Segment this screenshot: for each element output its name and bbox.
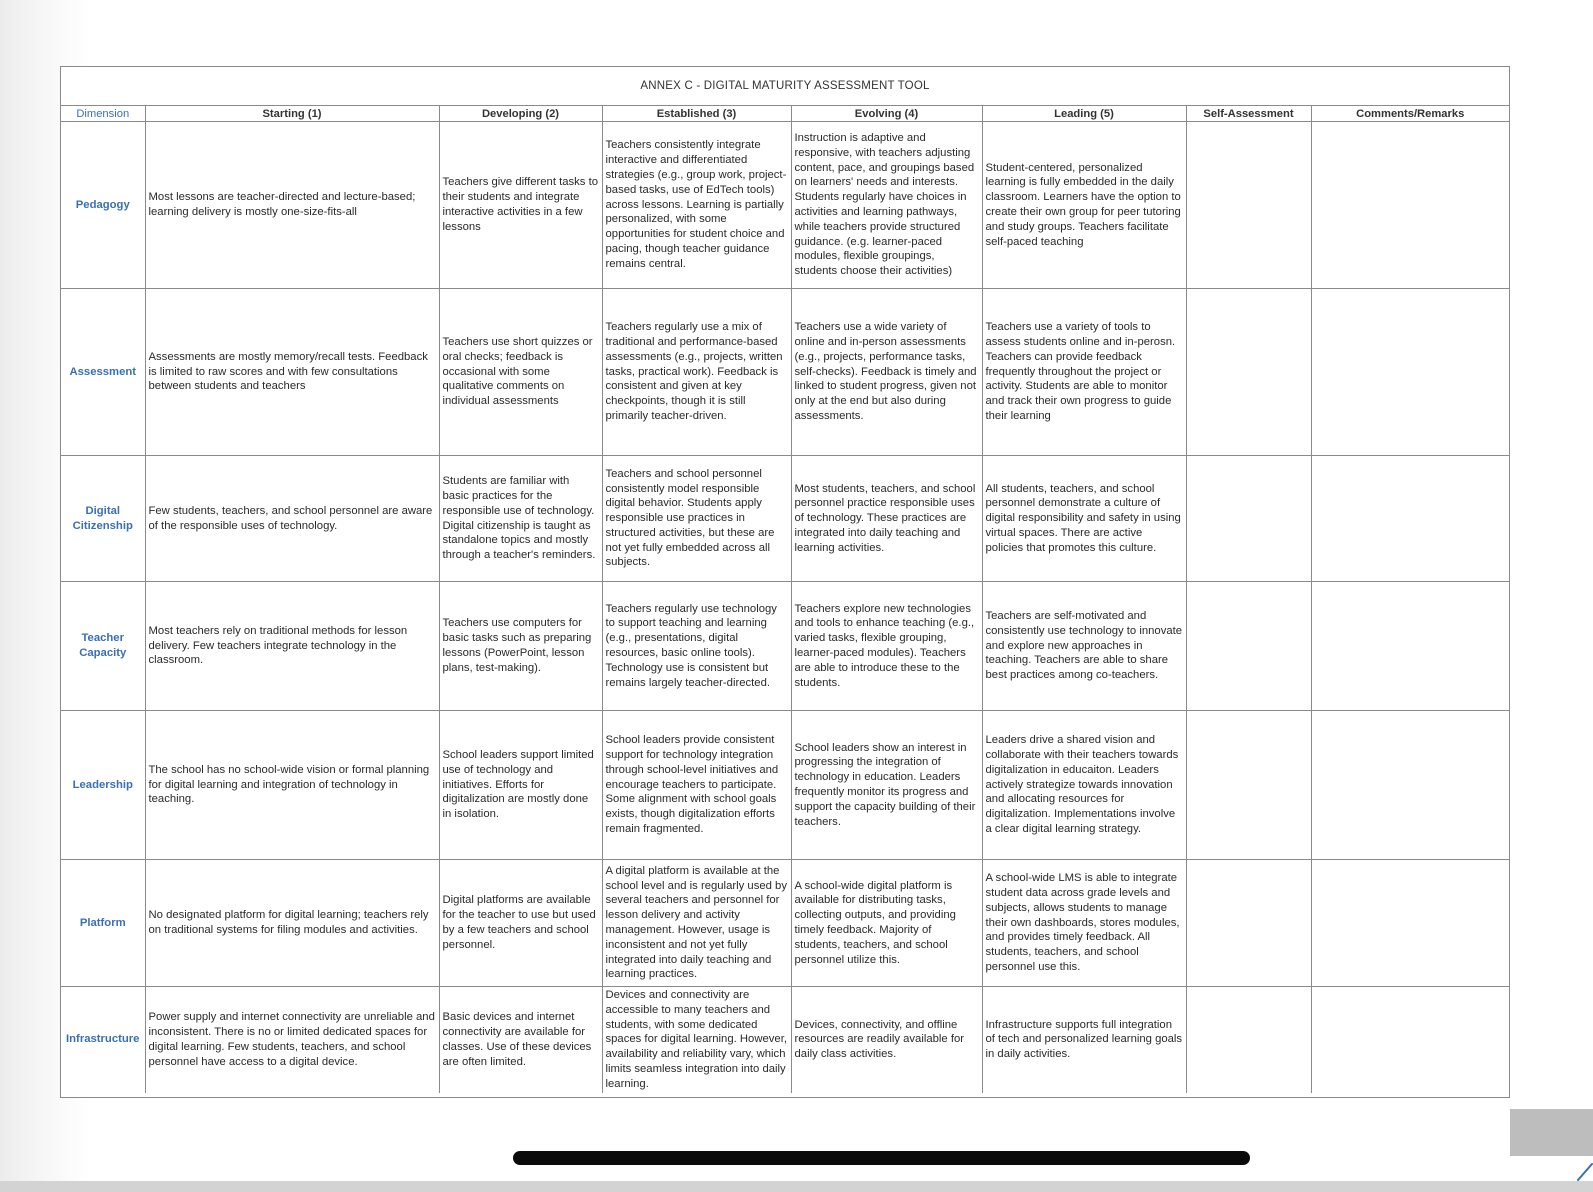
starting-cell: The school has no school-wide vision or formal planning for digital learning and integration of technology in teaching. [145,711,439,860]
comments-cell [1311,122,1509,289]
self-assessment-cell [1186,122,1311,289]
evolving-cell: Teachers explore new technologies and tools to enhance teaching (e.g., varied tasks, flexible grouping, learner-paced modules). Teachers are able to introduce these to the students. [791,582,982,711]
dimension-cell: Teacher Capacity [61,582,145,711]
established-cell: Teachers regularly use technology to support teaching and learning (e.g., presentations, digital resources, basic online tools). Technology use is consistent but remains largely teacher-directed. [602,582,791,711]
dimension-cell: Infrastructure [61,987,145,1093]
developing-cell: Teachers use computers for basic tasks such as preparing lessons (PowerPoint, lesson plans, test-making). [439,582,602,711]
established-cell: Teachers regularly use a mix of traditional and performance-based assessments (e.g., projects, written tasks, practical work). Feedback is consistent and given at key checkpoints, though it is still primarily teacher-driven. [602,289,791,456]
starting-cell: Most teachers rely on traditional methods for lesson delivery. Few teachers integrate technology in the classroom. [145,582,439,711]
established-cell: School leaders provide consistent support for technology integration through school-level initiatives and encourage teachers to participate. Some alignment with school goals exists, though digitalization efforts remain fragmented. [602,711,791,860]
table-row-teacher-capacity [61,582,1509,711]
table-row-leadership [61,711,1509,860]
assessment-table [61,106,1509,1093]
table-row-infrastructure [61,987,1509,1093]
established-cell: A digital platform is available at the school level and is regularly used by several teachers and personnel for lesson delivery and activity management. However, usage is inconsistent and not yet fully integrated into daily teaching and learning practices. [602,860,791,987]
column-header-starting: Starting (1) [145,106,439,122]
starting-cell: Few students, teachers, and school personnel are aware of the responsible uses of technology. [145,456,439,582]
self-assessment-cell [1186,456,1311,582]
evolving-cell: Teachers use a wide variety of online and in-person assessments (e.g., projects, performance tasks, self-checks). Feedback is timely and linked to student progress, given not only at the end but also during assessments. [791,289,982,456]
leading-cell: Leaders drive a shared vision and collaborate with their teachers towards digitalization in educaiton. Leaders actively strategize towards innovation and allocating resources for digitalization. Implementations involve a clear digital learning strategy. [982,711,1186,860]
developing-cell: Teachers use short quizzes or oral checks; feedback is occasional with some qualitative comments on individual assessments [439,289,602,456]
column-header-developing: Developing (2) [439,106,602,122]
comments-cell [1311,582,1509,711]
assessment-document [60,66,1510,1098]
developing-cell: Teachers give different tasks to their students and integrate interactive activities in a few lessons [439,122,602,289]
leading-cell: A school-wide LMS is able to integrate student data across grade levels and subjects, allows students to manage their own dashboards, stores modules, and provides timely feedback. All students, teachers, and school personnel use this. [982,860,1186,987]
table-row-platform [61,860,1509,987]
starting-cell: Assessments are mostly memory/recall tests. Feedback is limited to raw scores and with few consultations between students and teachers [145,289,439,456]
bottom-strip [0,1181,1593,1192]
dimension-cell: Assessment [61,289,145,456]
self-assessment-cell [1186,711,1311,860]
leading-cell: All students, teachers, and school personnel demonstrate a culture of digital responsibility and safety in using virtual spaces. There are active policies that promotes this culture. [982,456,1186,582]
developing-cell: Basic devices and internet connectivity are available for classes. Use of these devices are often limited. [439,987,602,1093]
self-assessment-cell [1186,987,1311,1093]
self-assessment-cell [1186,582,1311,711]
comments-cell [1311,456,1509,582]
column-header-comments: Comments/Remarks [1311,106,1509,122]
evolving-cell: Most students, teachers, and school personnel practice responsible uses of technology. These practices are integrated into daily teaching and learning activities. [791,456,982,582]
pen-stroke-icon [1576,1163,1593,1181]
table-row-pedagogy [61,122,1509,289]
column-header-dimension: Dimension [61,106,145,122]
comments-cell [1311,987,1509,1093]
column-header-established: Established (3) [602,106,791,122]
column-header-leading: Leading (5) [982,106,1186,122]
developing-cell: Digital platforms are available for the teacher to use but used by a few teachers and school personnel. [439,860,602,987]
developing-cell: School leaders support limited use of technology and initiatives. Efforts for digitalization are mostly done in isolation. [439,711,602,860]
leading-cell: Infrastructure supports full integration of tech and personalized learning goals in daily activities. [982,987,1186,1093]
leading-cell: Teachers are self-motivated and consistently use technology to innovate and explore new approaches in teaching. Teachers are able to share best practices among co-teachers. [982,582,1186,711]
dimension-cell: Pedagogy [61,122,145,289]
table-row-digital-citizenship [61,456,1509,582]
evolving-cell: Instruction is adaptive and responsive, with teachers adjusting content, pace, and groupings based on learners' needs and interests. Students regularly have choices in activities and learning pathways, while teachers provide structured guidance. (e.g. learner-paced modules, flexible groupings, students choose their activities) [791,122,982,289]
document-title: ANNEX C - DIGITAL MATURITY ASSESSMENT TOOL [61,67,1509,106]
leading-cell: Teachers use a variety of tools to assess students online and in-perosn. Teachers can provide feedback frequently throughout the project or activity. Students are able to monitor and track their own progress to guide their learning [982,289,1186,456]
comments-cell [1311,711,1509,860]
established-cell: Devices and connectivity are accessible to many teachers and students, with some dedicated spaces for digital learning. However, availability and reliability vary, which limits seamless integration into daily learning. [602,987,791,1093]
developing-cell: Students are familiar with basic practices for the responsible use of technology. Digital citizenship is taught as standalone topics and mostly through a teacher's reminders. [439,456,602,582]
evolving-cell: School leaders show an interest in progressing the integration of technology in education. Leaders frequently monitor its progress and support the capacity building of their teachers. [791,711,982,860]
table-row-assessment [61,289,1509,456]
column-header-evolving: Evolving (4) [791,106,982,122]
column-header-self-assessment: Self-Assessment [1186,106,1311,122]
dimension-cell: Digital Citizenship [61,456,145,582]
dimension-cell: Leadership [61,711,145,860]
leading-cell: Student-centered, personalized learning is fully embedded in the daily classroom. Learners have the option to create their own group for peer tutoring and study groups. Teachers facilitate self-paced teaching [982,122,1186,289]
home-indicator[interactable] [513,1151,1250,1165]
starting-cell: Most lessons are teacher-directed and lecture-based; learning delivery is mostly one-size-fits-all [145,122,439,289]
evolving-cell: Devices, connectivity, and offline resources are readily available for daily class activities. [791,987,982,1093]
comments-cell [1311,289,1509,456]
starting-cell: Power supply and internet connectivity are unreliable and inconsistent. There is no or limited dedicated spaces for digital learning. Few students, teachers, and school personnel have access to a digital device. [145,987,439,1093]
established-cell: Teachers consistently integrate interactive and differentiated strategies (e.g., group work, project-based tasks, use of EdTech tools) across lessons. Learning is partially personalized, with some opportunities for student choice and pacing, though teacher guidance remains central. [602,122,791,289]
established-cell: Teachers and school personnel consistently model responsible digital behavior. Students apply responsible use practices in structured activities, but these are not yet fully embedded across all subjects. [602,456,791,582]
comments-cell [1311,860,1509,987]
self-assessment-cell [1186,860,1311,987]
header-row [61,106,1509,122]
self-assessment-cell [1186,289,1311,456]
grey-overlay-panel [1510,1109,1593,1156]
evolving-cell: A school-wide digital platform is available for distributing tasks, collecting outputs, and providing timely feedback. Majority of students, teachers, and school personnel utilize this. [791,860,982,987]
starting-cell: No designated platform for digital learning; teachers rely on traditional systems for filing modules and activities. [145,860,439,987]
dimension-cell: Platform [61,860,145,987]
